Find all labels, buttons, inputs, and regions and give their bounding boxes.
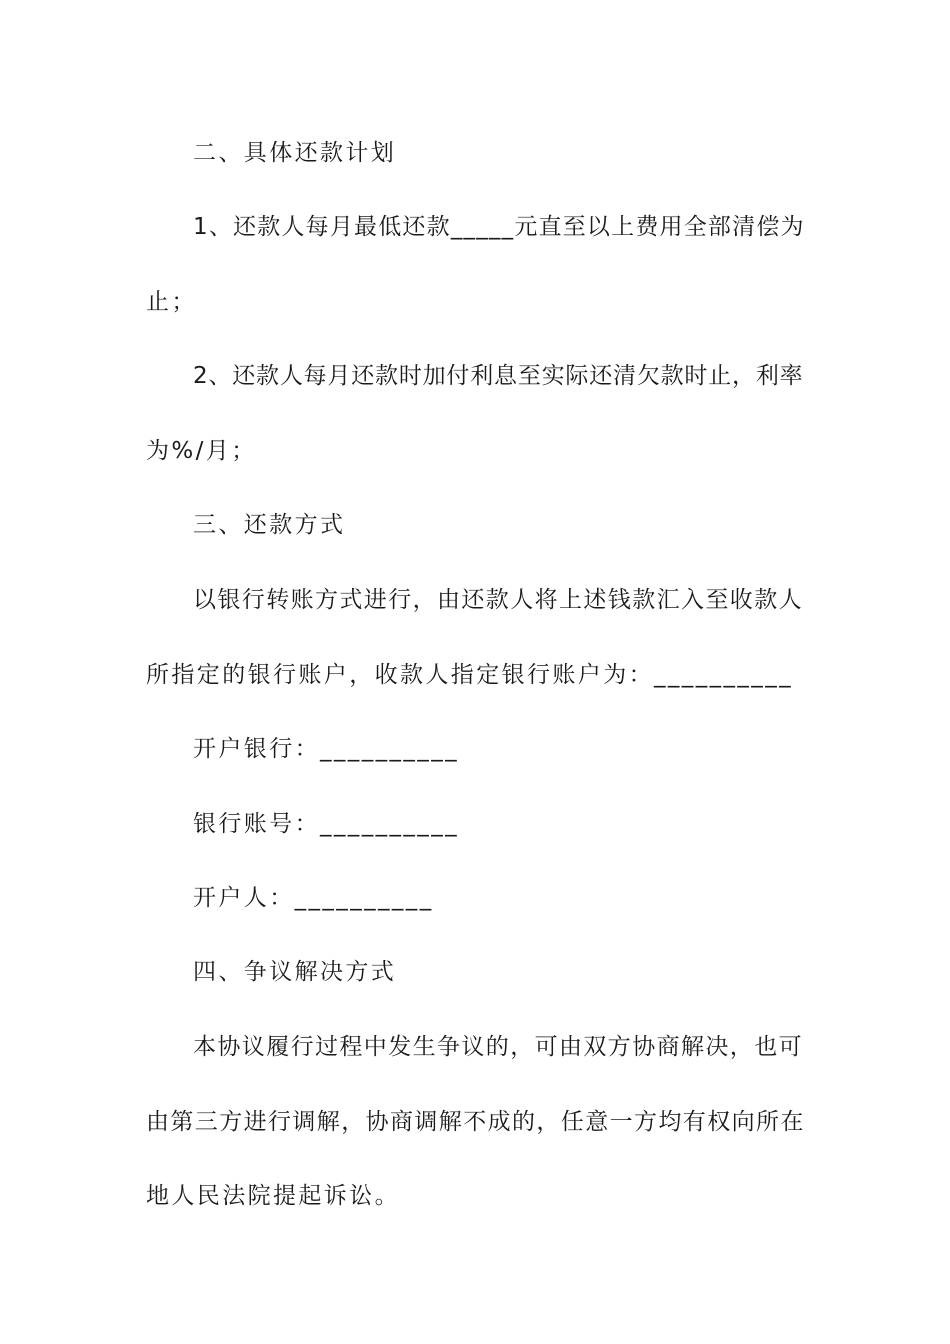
paragraph-bank-transfer-continued: 所指定的银行账户，收款人指定银行账户为：__________ (146, 662, 793, 688)
section-heading-repayment-plan: 二、具体还款计划 (193, 140, 397, 166)
section-heading-dispute-resolution: 四、争议解决方式 (193, 959, 397, 985)
field-account-number: 银行账号：__________ (193, 811, 459, 837)
paragraph-dispute-end: 地人民法院提起诉讼。 (146, 1183, 400, 1209)
clause-minimum-payment-continued: 止； (146, 289, 197, 315)
paragraph-dispute: 本协议履行过程中发生争议的，可由双方协商解决，也可 (193, 1034, 803, 1060)
clause-interest: 2、还款人每月还款时加付利息至实际还清欠款时止，利率 (193, 363, 804, 389)
field-account-holder: 开户人：__________ (193, 885, 434, 911)
paragraph-bank-transfer: 以银行转账方式进行，由还款人将上述钱款汇入至收款人 (193, 587, 803, 613)
clause-minimum-payment: 1、还款人每月最低还款_____元直至以上费用全部清偿为 (193, 214, 805, 240)
section-heading-repayment-method: 三、还款方式 (193, 512, 346, 538)
field-opening-bank: 开户银行：__________ (193, 736, 459, 762)
clause-interest-continued: 为%/月； (146, 438, 257, 464)
paragraph-dispute-continued: 由第三方进行调解，协商调解不成的，任意一方均有权向所在 (146, 1109, 805, 1135)
